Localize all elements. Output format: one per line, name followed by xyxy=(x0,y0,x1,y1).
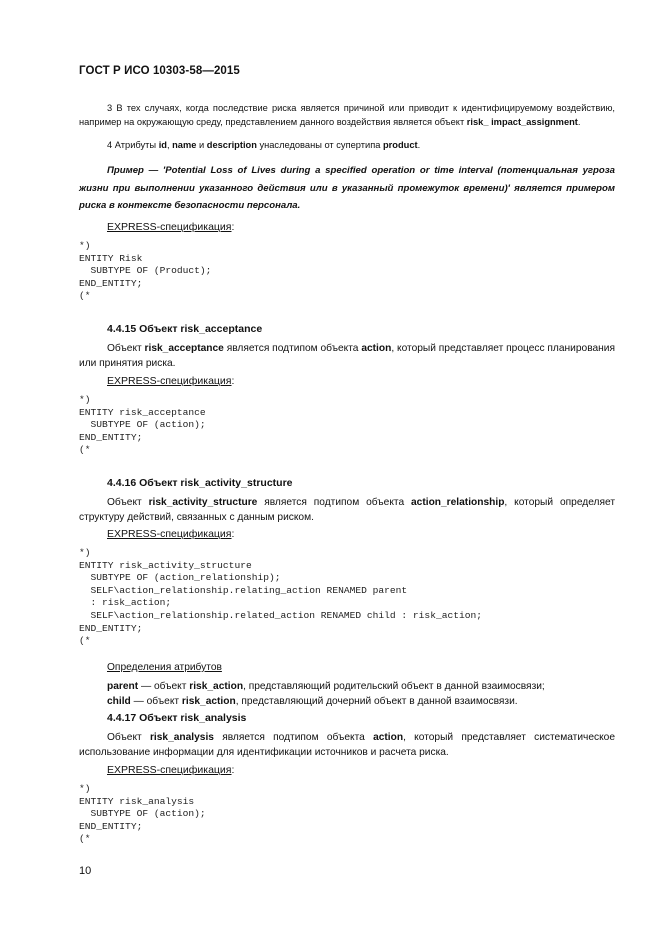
section-paragraph-4-4-16: Объект risk_activity_structure является подтипом объекта action_relationship, который определяет структуру действий, связанных с данным риском. xyxy=(79,497,615,523)
note-3-text: В тех случаях, когда последствие риска является причиной или приводит к идентифицируемому воздействию, например на окружающую среду, представлением данного воздействия является объект xyxy=(79,103,616,127)
section-title-4-4-16: 4.4.16 Объект risk_activity_structure xyxy=(107,477,293,489)
attribute-parent: parent — объект risk_action, представляющий родительский объект в данной взаимосвязи; xyxy=(107,681,545,692)
express-spec-label: EXPRESS-спецификация: xyxy=(107,764,235,776)
section-title-4-4-17: 4.4.17 Объект risk_analysis xyxy=(107,712,247,724)
code-block-risk-analysis: *) ENTITY risk_analysis SUBTYPE OF (action); END_ENTITY; (* xyxy=(79,783,206,845)
attribute-child: child — объект risk_action, представляющий дочерний объект в данной взаимосвязи. xyxy=(107,696,518,707)
code-block-risk-activity-structure: *) ENTITY risk_activity_structure SUBTYPE OF (action_relationship); SELF\action_relationship.relating_action RENAMED parent : risk_action; SELF\action_relationship.related_action RENAMED child : risk_action; END_ENTITY; (* xyxy=(79,547,483,647)
express-spec-label: EXPRESS-спецификация: xyxy=(107,528,235,540)
section-title-4-4-15: 4.4.15 Объект risk_acceptance xyxy=(107,323,263,335)
standard-header: ГОСТ Р ИСО 10303-58—2015 xyxy=(79,65,240,77)
express-spec-label: EXPRESS-спецификация: xyxy=(107,375,235,387)
note-4-number: 4 xyxy=(107,140,113,150)
note-3: 3 В тех случаях, когда последствие риска является причиной или приводит к идентифицируемому воздействию, например на окружающую среду, представлением данного воздействия является объект risk_ impact_assignment. xyxy=(79,103,616,127)
note-4: 4 Атрибуты id, name и description унаследованы от супертипа product. xyxy=(107,140,421,150)
example-paragraph: Пример — 'Potential Loss of Lives during a specified operation or time interval (потенциальная угроза жизни при выполнении указанного действия или в указанный промежуток времени)' является примером риска в контексте безопасности персонала. xyxy=(79,165,615,211)
express-spec-label: EXPRESS-спецификация: xyxy=(107,221,235,233)
code-block-risk: *) ENTITY Risk SUBTYPE OF (Product); END_ENTITY; (* xyxy=(79,240,212,302)
section-paragraph-4-4-15: Объект risk_acceptance является подтипом объекта action, который представляет процесс планирования или принятия риска. xyxy=(79,343,615,369)
code-block-risk-acceptance: *) ENTITY risk_acceptance SUBTYPE OF (action); END_ENTITY; (* xyxy=(79,394,206,456)
page-number: 10 xyxy=(79,865,92,877)
attribute-definitions-heading: Определения атрибутов xyxy=(107,662,222,673)
note-3-entity: risk_ impact_assignment xyxy=(466,117,578,127)
section-paragraph-4-4-17: Объект risk_analysis является подтипом объекта action, который представляет систематическое использование информации для идентификации источников и расчета риска. xyxy=(79,732,615,758)
note-3-number: 3 xyxy=(107,103,113,113)
